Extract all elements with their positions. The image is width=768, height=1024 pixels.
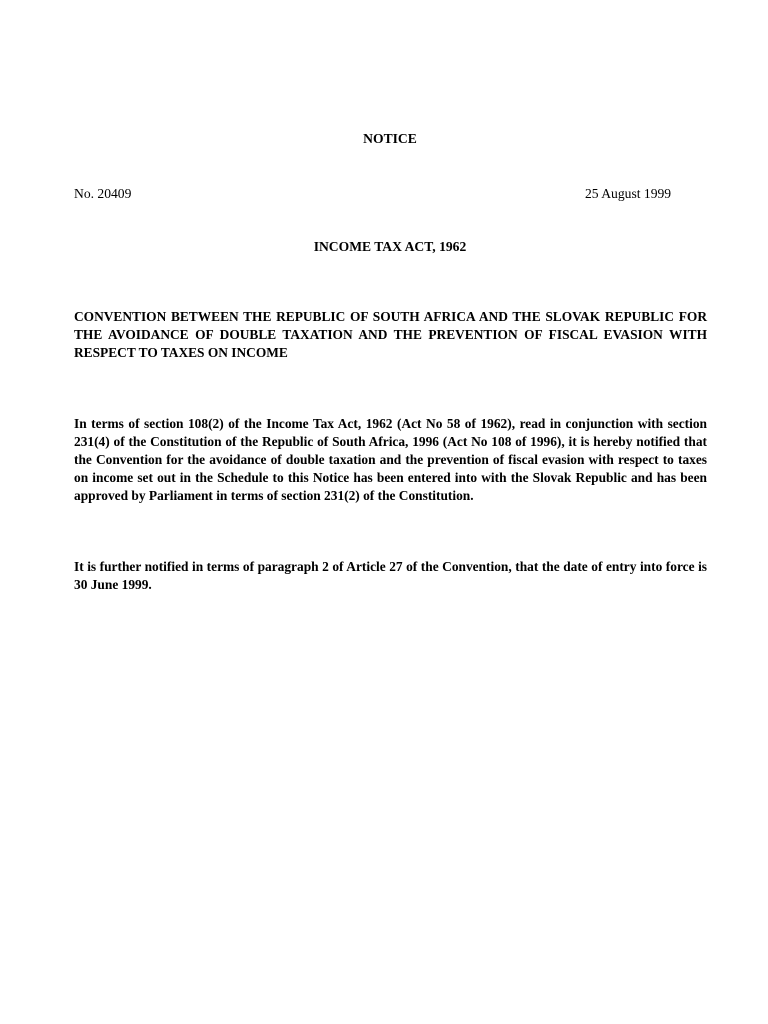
act-title: INCOME TAX ACT, 1962 (313, 239, 467, 254)
body-paragraph-1: In terms of section 108(2) of the Income Tax Act, 1962 (Act No 58 of 1962), read in conjunction with section 231(4) of the Constitution of the Republic of South Africa, 1996 (Act No 108 of 1996), it is hereby notified that the Convention for the avoidance of double taxation and the prevention of fiscal evasion with respect to taxes on income set out in the Schedule to this Notice has been entered into with the Slovak Republic and has been approved by Parliament in terms of section 231(2) of the Constitution. (74, 416, 707, 503)
notice-date: 25 August 1999 (585, 186, 672, 201)
body-paragraph-2: It is further notified in terms of paragraph 2 of Article 27 of the Convention, that the date of entry into force is 30 June 1999. (74, 559, 707, 592)
notice-number: No. 20409 (74, 186, 132, 201)
convention-title: CONVENTION BETWEEN THE REPUBLIC OF SOUTH AFRICA AND THE SLOVAK REPUBLIC FOR THE AVOIDANCE OF DOUBLE TAXATION AND THE PREVENTION OF FISCAL EVASION WITH RESPECT TO TAXES ON INCOME (74, 309, 707, 360)
notice-title: NOTICE (363, 131, 417, 146)
